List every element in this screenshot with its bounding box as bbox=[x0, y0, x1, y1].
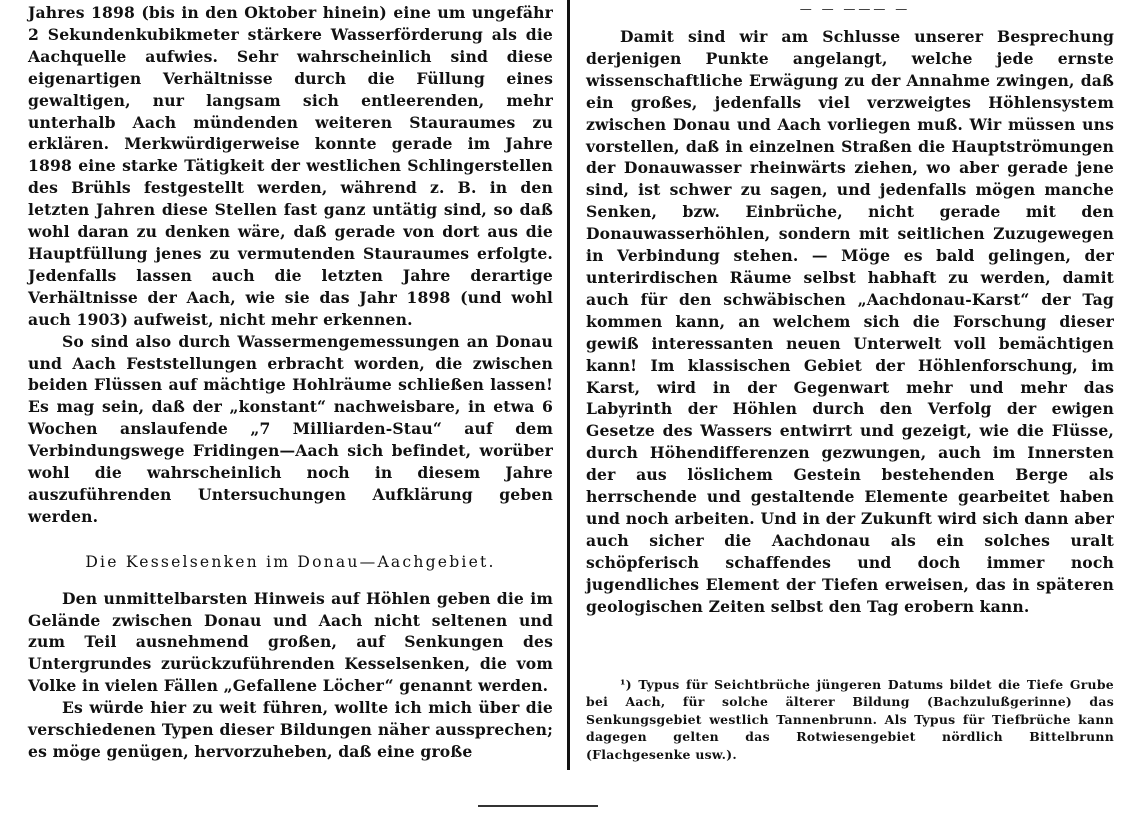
column-divider bbox=[567, 0, 570, 770]
footnote-text: ¹) Typus für Seichtbrüche jüngeren Datums bildet die Tiefe Grube bei Aach, für solche älterer Bildung (Bachzulußgerinne) das Senkungsgebiet westlich Tannenbrunn. Als Typus für Tiefbrüche kann dagegen gelten das Rotwiesengebiet nördlich Bittelbrunn (Flachgesenke usw.). bbox=[586, 677, 1114, 762]
left-paragraph-4: Es würde hier zu weit führen, wollte ich mich über die verschiedenen Typen dieser Bildungen näher aussprechen; es möge genügen, hervorzuheben, daß eine große bbox=[28, 698, 553, 761]
left-paragraph-2: So sind also durch Wassermengemessungen an Donau und Aach Feststellungen erbracht worden, die zwischen beiden Flüssen auf mächtige Hohlräume schließen lassen! Es mag sein, daß der „konstant“ nachweisbare, in etwa 6 Wochen anslaufende „7 Milliarden-Stau“ auf dem Verbindungswege Fridingen—Aach sich befindet, worüber wohl die wahrscheinlich noch in diesem Jahre auszuführenden Untersuchungen Aufklärung geben werden. bbox=[28, 331, 553, 526]
right-paragraph-1: Damit sind wir am Schlusse unserer Besprechung derjenigen Punkte angelangt, welche jede ernste wissenschaftliche Erwägung zu der Annahme zwingen, daß ein großes, jedenfalls viel verzweigtes Höhlensystem zwischen Donau und Aach vorliegen muß. Wir müssen uns vorstellen, daß in einzelnen Straßen die Hauptströmungen der Donauwasser rheinwärts ziehen, wo aber gerade jene sind, ist schwer zu sagen, und jedenfalls mögen manche Senken, bzw. Einbrüche, nicht gerade mit den Donauwasserhöhlen, sondern mit seitlichen Zuzugewegen in Verbindung stehen. — Möge es bald gelingen, der unterirdischen Räume selbst habhaft zu werden, damit auch für den schwäbischen „Aachdonau-Karst“ der Tag kommen kann, an welchem sich die Forschung dieser gewiß interessanten neuen Unterwelt voll bemächtigen kann! Im klassischen Gebiet der Höhlenforschung, im Karst, wird in der Gegenwart mehr und mehr das Labyrinth der Höhlen durch den Verfolg der ewigen Gesetze des Wassers entwirrt und gezeigt, wie die Flüsse, durch Höhendifferenzen gezwungen, auch im Innersten der aus löslichem Gestein bestehenden Berge als herrschende und gestaltende Elemente gearbeitet haben und noch arbeiten. Und in der Zukunft wird sich dann aber auch sicher die Aachdonau als ein solches uralt schöpferisch schaffendes und doch immer noch jugendliches Element der Tiefen erweisen, das in späteren geologischen Zeiten selbst den Tag erobern kann. bbox=[586, 27, 1114, 616]
left-paragraph-3: Den unmittelbarsten Hinweis auf Höhlen geben die im Gelände zwischen Donau und Aach nicht seltenen und zum Teil ausnehmend großen, auf Senkungen des Untergrundes zurückzuführenden Kesselsenken, die vom Volke in vielen Fällen „Gefallene Löcher“ genannt werden. bbox=[28, 588, 553, 696]
footnote bbox=[586, 676, 1114, 763]
left-column bbox=[28, 2, 553, 763]
right-top-mark: — — ——— — bbox=[799, 2, 911, 16]
right-column bbox=[586, 26, 1114, 617]
bottom-rule bbox=[478, 805, 598, 807]
section-heading: Die Kesselsenken im Donau—Aachgebiet. bbox=[85, 552, 496, 571]
left-paragraph-1: Jahres 1898 (bis in den Oktober hinein) eine um ungefähr 2 Sekundenkubikmeter stärkere Wasserförderung als die Aachquelle aufwies. Sehr wahrscheinlich sind diese eigenartigen Verhältnisse durch die Füllung eines gewaltigen, nur langsam sich entleerenden, mehr unterhalb Aach mündenden weiteren Stauraumes zu erklären. Merkwürdigerweise konnte gerade im Jahre 1898 eine starke Tätigkeit der westlichen Schlingerstellen des Brühls festgestellt werden, während z. B. in den letzten Jahren diese Stellen fast ganz untätig sind, so daß wohl daran zu denken wäre, daß gerade von dort aus die Hauptfüllung jenes zu vermutenden Stauraumes erfolgte. Jedenfalls lassen auch die letzten Jahre derartige Verhältnisse der Aach, wie sie das Jahr 1898 (und wohl auch 1903) aufweist, nicht mehr erkennen. bbox=[28, 3, 553, 329]
